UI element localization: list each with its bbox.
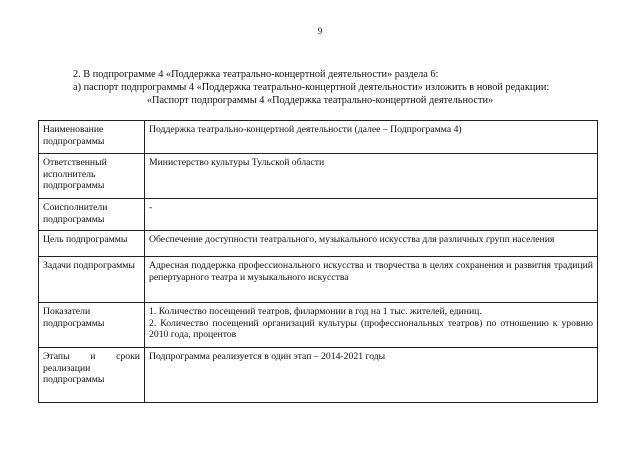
row-label: Показатели подпрограммы [39, 303, 145, 348]
row-value: Адресная поддержка профессионального искусства и творчества в целях сохранения и развития традиций репертуарного театра и музыкального искусства [145, 257, 598, 303]
row-value: - [145, 199, 598, 231]
row-value [145, 303, 598, 348]
table-row [39, 231, 598, 257]
row-label: Наименование подпрограммы [39, 121, 145, 154]
table-row [39, 199, 598, 231]
row-label-line-1: Этапы и сроки [43, 351, 140, 362]
row-label: Задачи подпрограммы [39, 257, 145, 303]
row-label [39, 348, 145, 403]
table-row [39, 154, 598, 199]
table-row [39, 121, 598, 154]
row-label: Ответственный исполнитель подпрограммы [39, 154, 145, 199]
row-value: Обеспечение доступности театрального, музыкального искусства для различных групп населения [145, 231, 598, 257]
intro-line-2: а) паспорт подпрограммы 4 «Поддержка театрально-концертной деятельности» изложить в новой редакции: [73, 82, 550, 93]
row-label: Цель подпрограммы [39, 231, 145, 257]
intro-line-1: 2. В подпрограмме 4 «Поддержка театрально-концертной деятельности» раздела 6: [73, 69, 439, 80]
row-label-rest: реализации подпрограммы [43, 362, 105, 385]
row-value: Поддержка театрально-концертной деятельности (далее – Подпрограмма 4) [145, 121, 598, 154]
table-row [39, 257, 598, 303]
passport-table [38, 120, 598, 403]
passport-heading: «Паспорт подпрограммы 4 «Поддержка театрально-концертной деятельности» [146, 95, 494, 106]
indicator-2: 2. Количество посещений организаций культуры (профессиональных театров) по отношению к уровню 2010 года, процентов [149, 317, 593, 340]
table-row [39, 348, 598, 403]
indicator-1: 1. Количество посещений театров, филармонии в год на 1 тыс. жителей, единиц. [149, 306, 482, 317]
row-value: Подпрограмма реализуется в один этап – 2014-2021 годы [145, 348, 598, 403]
page-number: 9 [317, 26, 323, 36]
row-value: Министерство культуры Тульской области [145, 154, 598, 199]
row-label: Соисполнители подпрограммы [39, 199, 145, 231]
table-row [39, 303, 598, 348]
